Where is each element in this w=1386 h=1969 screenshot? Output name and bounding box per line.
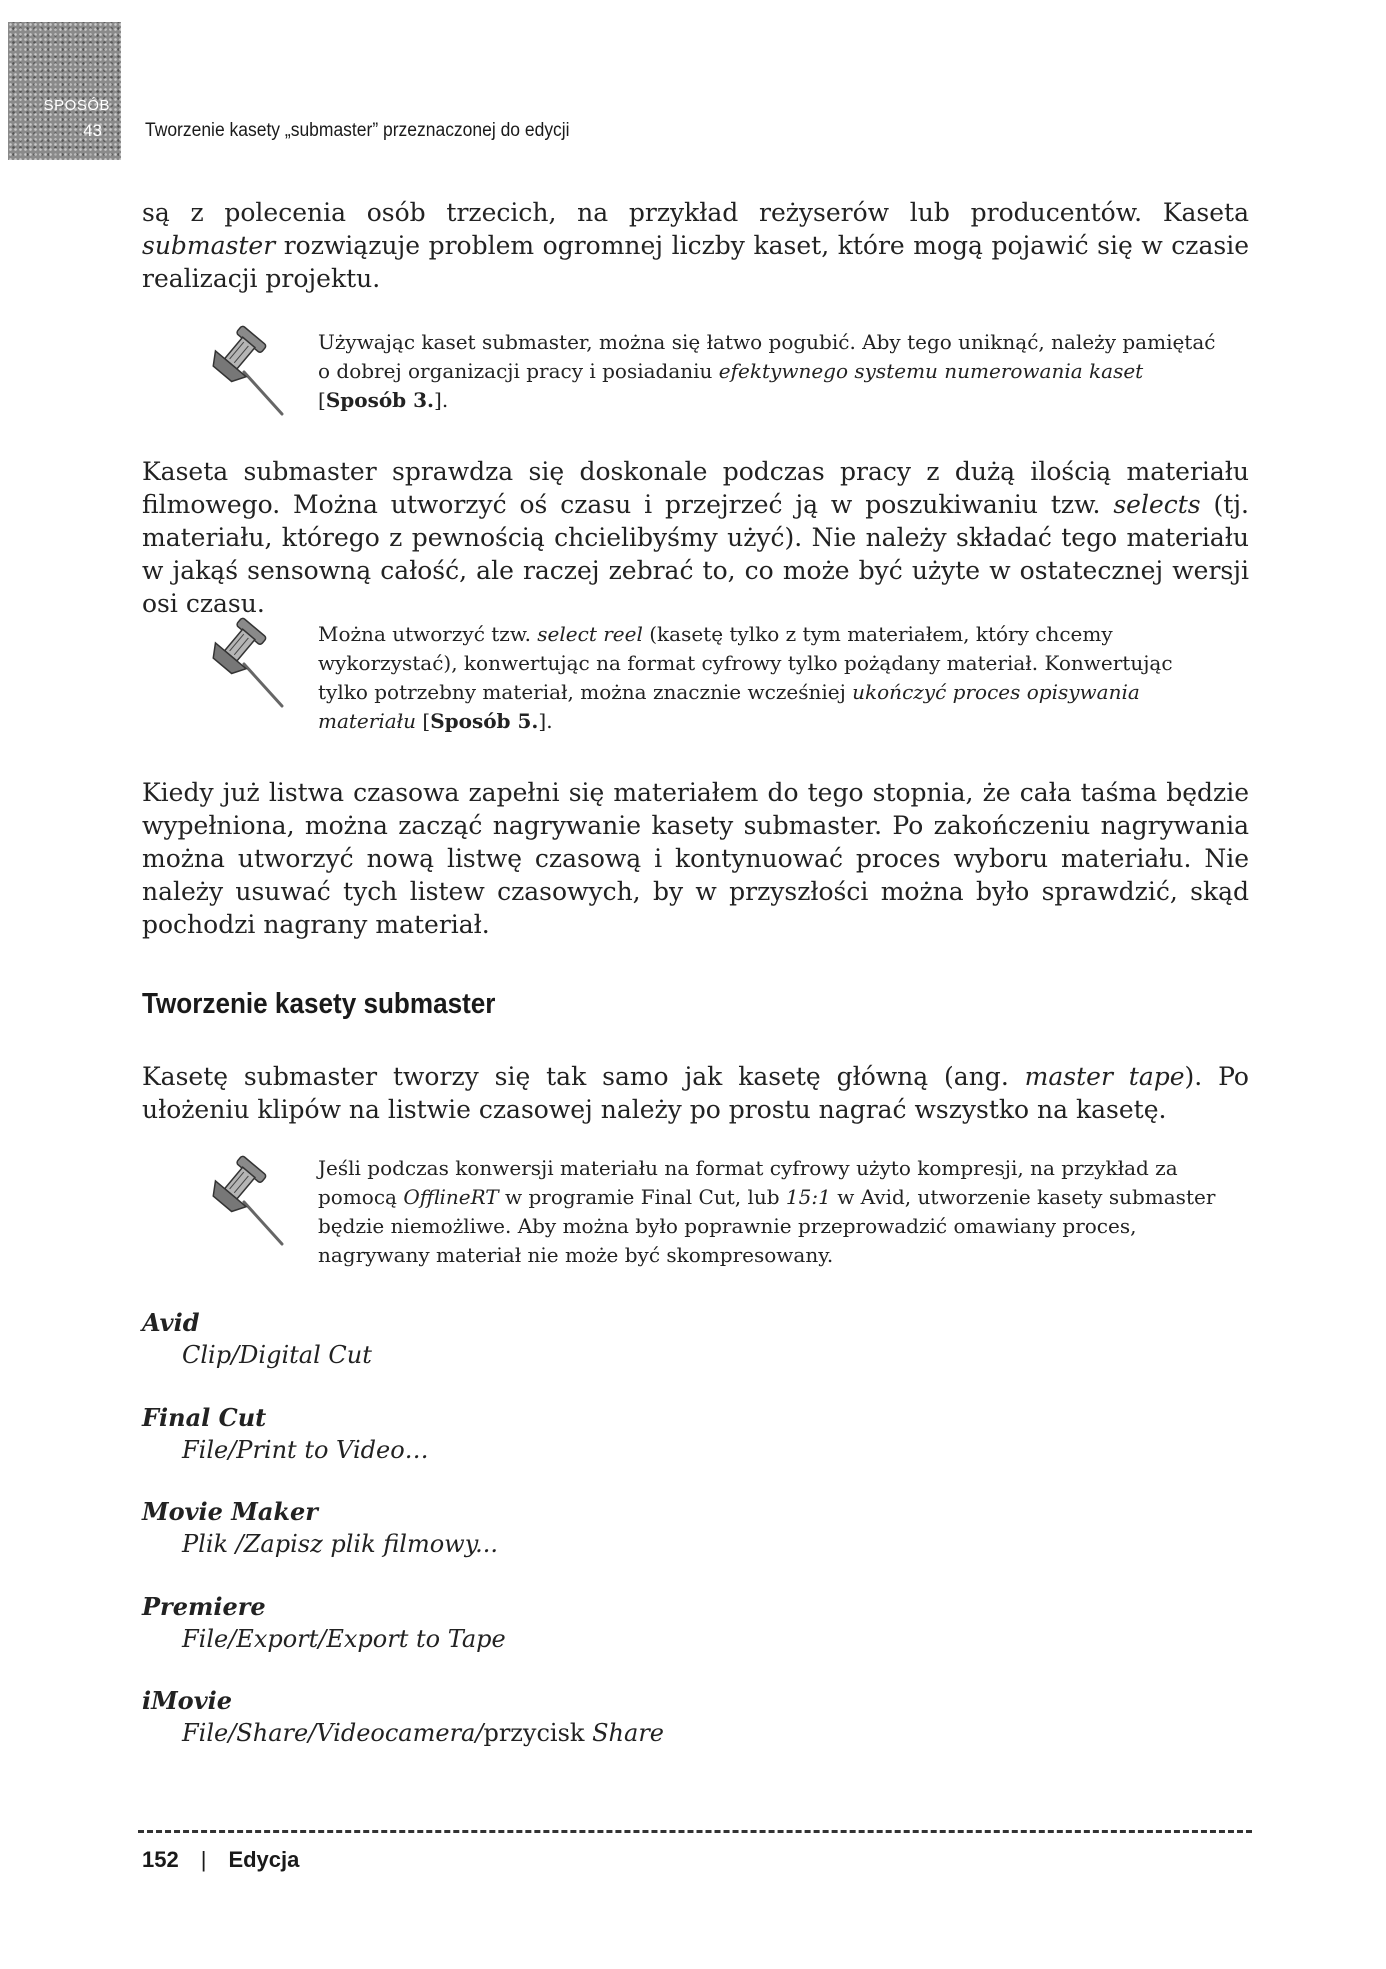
app-path-imovie-button: Share <box>592 1719 664 1747</box>
app-path-imovie-word: przycisk <box>483 1719 593 1747</box>
paragraph-3: Kiedy już listwa czasowa zapełni się materiałem do tego stopnia, że cała taśma będzie wypełniona, można zacząć nagrywanie kasety submaster. Po zakończeniu nagrywania można utworzyć nową listwę czasową i kontynuować proces wyboru materiału. Nie należy usuwać tych listew czasowych, by w przyszłości można było sprawdzić, skąd pochodzi nagrany materiał. <box>142 778 1249 939</box>
pushpin-icon <box>190 1150 300 1250</box>
app-name-imovie: iMovie <box>142 1686 233 1715</box>
note-3-text-a: Jeśli podczas konwersji materiału na format cyfrowy użyto kompresji, na przykład za pomocą <box>318 1156 1178 1209</box>
note-1-italic: efektywnego systemu numerowania kaset <box>718 359 1144 383</box>
app-path-final-cut: File/Print to Video… <box>182 1436 429 1464</box>
paragraph-1-text-a: są z polecenia osób trzecich, na przykład reżyserów lub producentów. Kaseta <box>142 198 1249 227</box>
paragraph-1-text-c: rozwiązuje problem ogromnej liczby kaset, które mogą pojawić się w czasie realizacji projektu. <box>142 231 1249 293</box>
chapter-name: Edycja <box>228 1847 300 1872</box>
app-name-premiere: Premiere <box>142 1592 266 1621</box>
paragraph-2 <box>142 455 1249 620</box>
app-path-premiere: File/Export/Export to Tape <box>182 1625 506 1653</box>
note-3-text-e: w Avid, utworzenie kasety submaster będzie niemożliwe. Aby można było poprawnie przeprowadzić omawiany proces, nagrywany materiał nie może być skompresowany. <box>318 1185 1216 1267</box>
running-header: Tworzenie kasety „submaster” przeznaczonej do edycji <box>145 120 570 141</box>
note-3 <box>318 1154 1218 1270</box>
paragraph-2-text-c: (tj. materiału, którego z pewnością chcielibyśmy użyć). Nie należy składać tego materiału w jakąś sensowną całość, ale raczej zebrać to, co może być użyte w ostatecznej wersji osi czasu. <box>142 490 1249 618</box>
note-1-text-a: Używając kaset submaster, można się łatwo pogubić. Aby tego uniknąć, należy pamiętać o dobrej organizacji pracy i posiadaniu <box>318 330 1216 383</box>
note-1-text-e: ]. <box>434 388 449 412</box>
app-name-avid: Avid <box>142 1308 200 1337</box>
badge-label: SPOSÓB <box>43 97 110 114</box>
paragraph-4 <box>142 1060 1249 1126</box>
note-2 <box>318 620 1218 736</box>
app-name-movie-maker: Movie Maker <box>142 1497 318 1526</box>
paragraph-2-text-a: Kaseta submaster sprawdza się doskonale podczas pracy z dużą ilością materiału filmowego. Można utworzyć oś czasu i przejrzeć ją w poszukiwaniu tzw. <box>142 457 1249 519</box>
note-2-text-a: Można utworzyć tzw. <box>318 622 538 646</box>
app-path-movie-maker: Plik /Zapisz plik filmowy... <box>182 1530 498 1558</box>
note-3-text-c: w programie Final Cut, lub <box>498 1185 786 1209</box>
note-2-italic-a: select reel <box>537 622 643 646</box>
note-2-text-e: [ <box>416 709 431 733</box>
note-1-text-c: [ <box>318 388 326 412</box>
paragraph-4-italic: master tape <box>1024 1062 1185 1091</box>
note-3-italic-b: 15:1 <box>785 1185 831 1209</box>
note-2-text-c: (kasetę tylko z tym materiałem, który chcemy wykorzystać), konwertując na format cyfrowy tylko pożądany materiał. Konwertując tylko potrzebny materiał, można znacznie wcześniej <box>318 622 1173 704</box>
paragraph-4-text-a: Kasetę submaster tworzy się tak samo jak kasetę główną (ang. <box>142 1062 1025 1091</box>
pushpin-icon <box>190 320 300 420</box>
note-2-italic-b: ukończyć proces opisywania materiału <box>318 680 1140 733</box>
badge-number: 43 <box>83 121 102 140</box>
note-3-italic-a: OfflineRT <box>403 1185 499 1209</box>
note-1-ref: Sposób 3. <box>325 388 435 412</box>
section-heading: Tworzenie kasety submaster <box>142 988 496 1020</box>
footer-separator: | <box>200 1847 207 1872</box>
paragraph-2-italic: selects <box>1113 490 1201 519</box>
paragraph-4-text-c: ). Po ułożeniu klipów na listwie czasowej należy po prostu nagrać wszystko na kasetę. <box>142 1062 1249 1124</box>
pushpin-icon <box>190 612 300 712</box>
app-path-imovie-menu: File/Share/Videocamera/ <box>182 1719 484 1747</box>
note-1 <box>318 328 1218 415</box>
footer-rule <box>138 1830 1252 1833</box>
app-path-avid: Clip/Digital Cut <box>182 1341 372 1369</box>
app-name-final-cut: Final Cut <box>142 1403 267 1432</box>
note-2-text-g: ]. <box>538 709 553 733</box>
paragraph-1 <box>142 196 1249 295</box>
app-path-imovie <box>182 1719 664 1747</box>
page-number: 152 <box>142 1847 179 1872</box>
paragraph-1-italic: submaster <box>142 231 276 260</box>
footer <box>142 1847 299 1873</box>
note-2-ref: Sposób 5. <box>430 709 539 733</box>
